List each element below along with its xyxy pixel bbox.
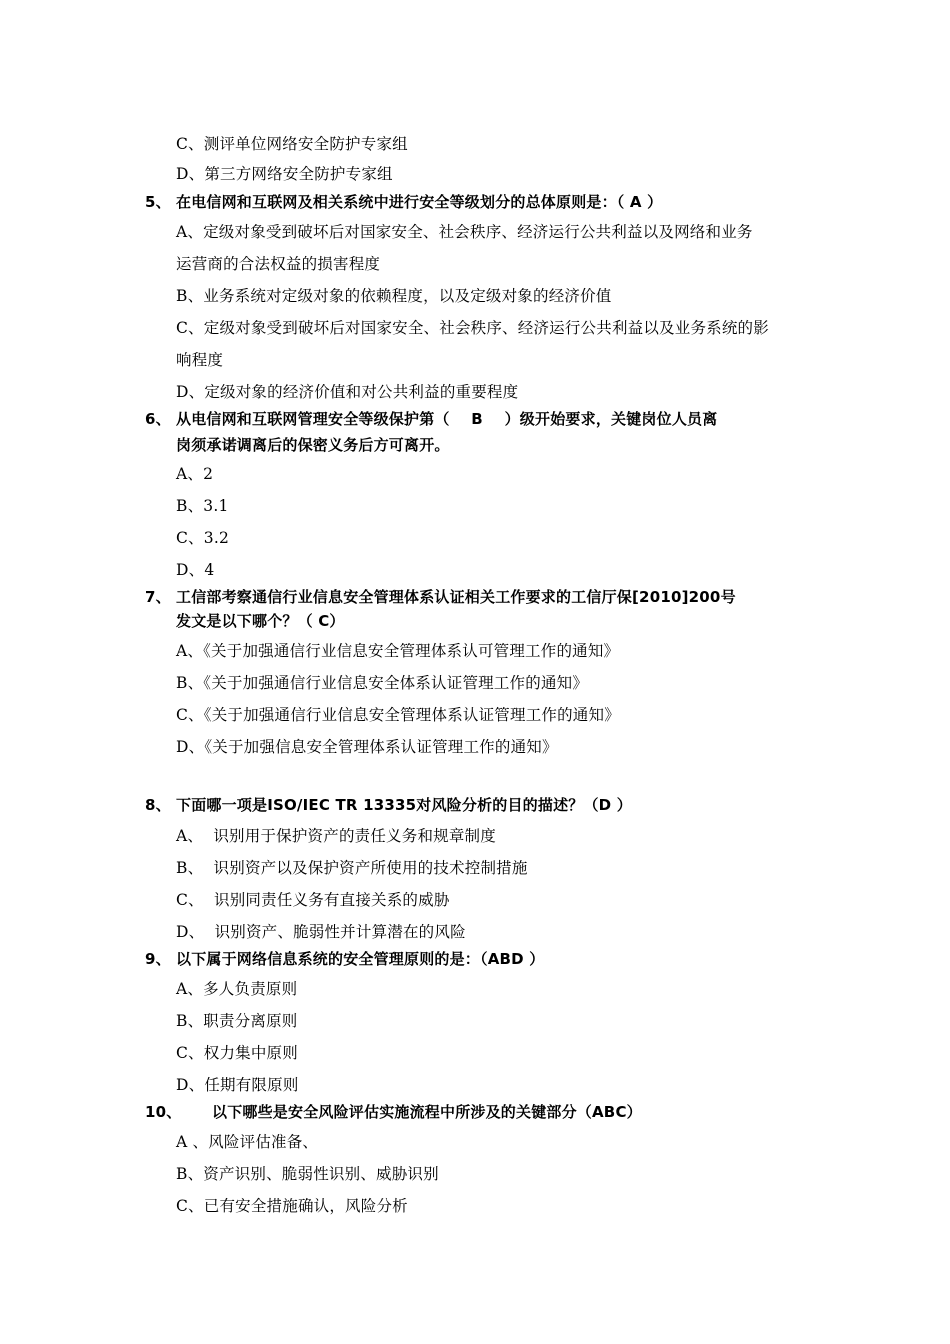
question-text: 以下哪些是安全风险评估实施流程中所涉及的关键部分（ABC） [212,1103,642,1121]
option-c: C、《关于加强通信行业信息安全管理体系认证管理工作的通知》 [176,706,620,724]
option-a: A、《关于加强通信行业信息安全管理体系认可管理工作的通知》 [176,642,620,660]
option-d: D、4 [176,561,215,579]
question-text: 下面哪一项是ISO/IEC TR 13335对风险分析的目的描述？（D ） [176,796,632,814]
option-a: A、定级对象受到破坏后对国家安全、社会秩序、经济运行公共利益以及网络和业务 [176,223,753,241]
question-text: 工信部考察通信行业信息安全管理体系认证相关工作要求的工信厅保[2010]200号 [176,588,736,606]
question-text-continued: 发文是以下哪个？（ C） [176,612,345,630]
option-b: B、 识别资产以及保护资产所使用的技术控制措施 [176,859,528,877]
option-b: B、3.1 [176,497,229,515]
option-a: A、2 [176,465,214,483]
option-d: D、第三方网络安全防护专家组 [176,165,393,183]
question-number: 5、 [145,193,171,211]
option-d: D、定级对象的经济价值和对公共利益的重要程度 [176,383,519,401]
option-c: C、 识别同责任义务有直接关系的威胁 [176,891,450,909]
option-a: A、多人负责原则 [176,980,298,998]
option-b: B、资产识别、脆弱性识别、威胁识别 [176,1165,439,1183]
option-d: D、任期有限原则 [176,1076,299,1094]
option-b: B、《关于加强通信行业信息安全体系认证管理工作的通知》 [176,674,589,692]
question-text: 从电信网和互联网管理安全等级保护第（ B ）级开始要求，关键岗位人员离 [176,410,718,428]
question-number: 6、 [145,410,171,428]
question-text: 在电信网和互联网及相关系统中进行安全等级划分的总体原则是：（ A ） [176,193,663,211]
question-number: 7、 [145,588,171,606]
option-a-continued: 运营商的合法权益的损害程度 [176,255,381,273]
option-a: A、 识别用于保护资产的责任义务和规章制度 [176,827,496,845]
option-b: B、业务系统对定级对象的依赖程度，以及定级对象的经济价值 [176,287,612,305]
option-c: C、3.2 [176,529,230,547]
option-c: C、定级对象受到破坏后对国家安全、社会秩序、经济运行公共利益以及业务系统的影 [176,319,769,337]
option-c: C、权力集中原则 [176,1044,298,1062]
option-d: D、 识别资产、脆弱性并计算潜在的风险 [176,923,466,941]
option-a: A 、风险评估准备、 [176,1133,319,1151]
option-c: C、测评单位网络安全防护专家组 [176,135,408,153]
option-c-continued: 响程度 [176,351,224,369]
option-c: C、已有安全措施确认，风险分析 [176,1197,408,1215]
option-d: D、《关于加强信息安全管理体系认证管理工作的通知》 [176,738,558,756]
question-text: 以下属于网络信息系统的安全管理原则的是：（ABD ） [176,950,545,968]
question-number: 8、 [145,796,171,814]
question-number: 9、 [145,950,171,968]
question-text-continued: 岗须承诺调离后的保密义务后方可离开。 [176,436,450,454]
option-b: B、职责分离原则 [176,1012,298,1030]
question-number: 10、 [145,1103,182,1121]
